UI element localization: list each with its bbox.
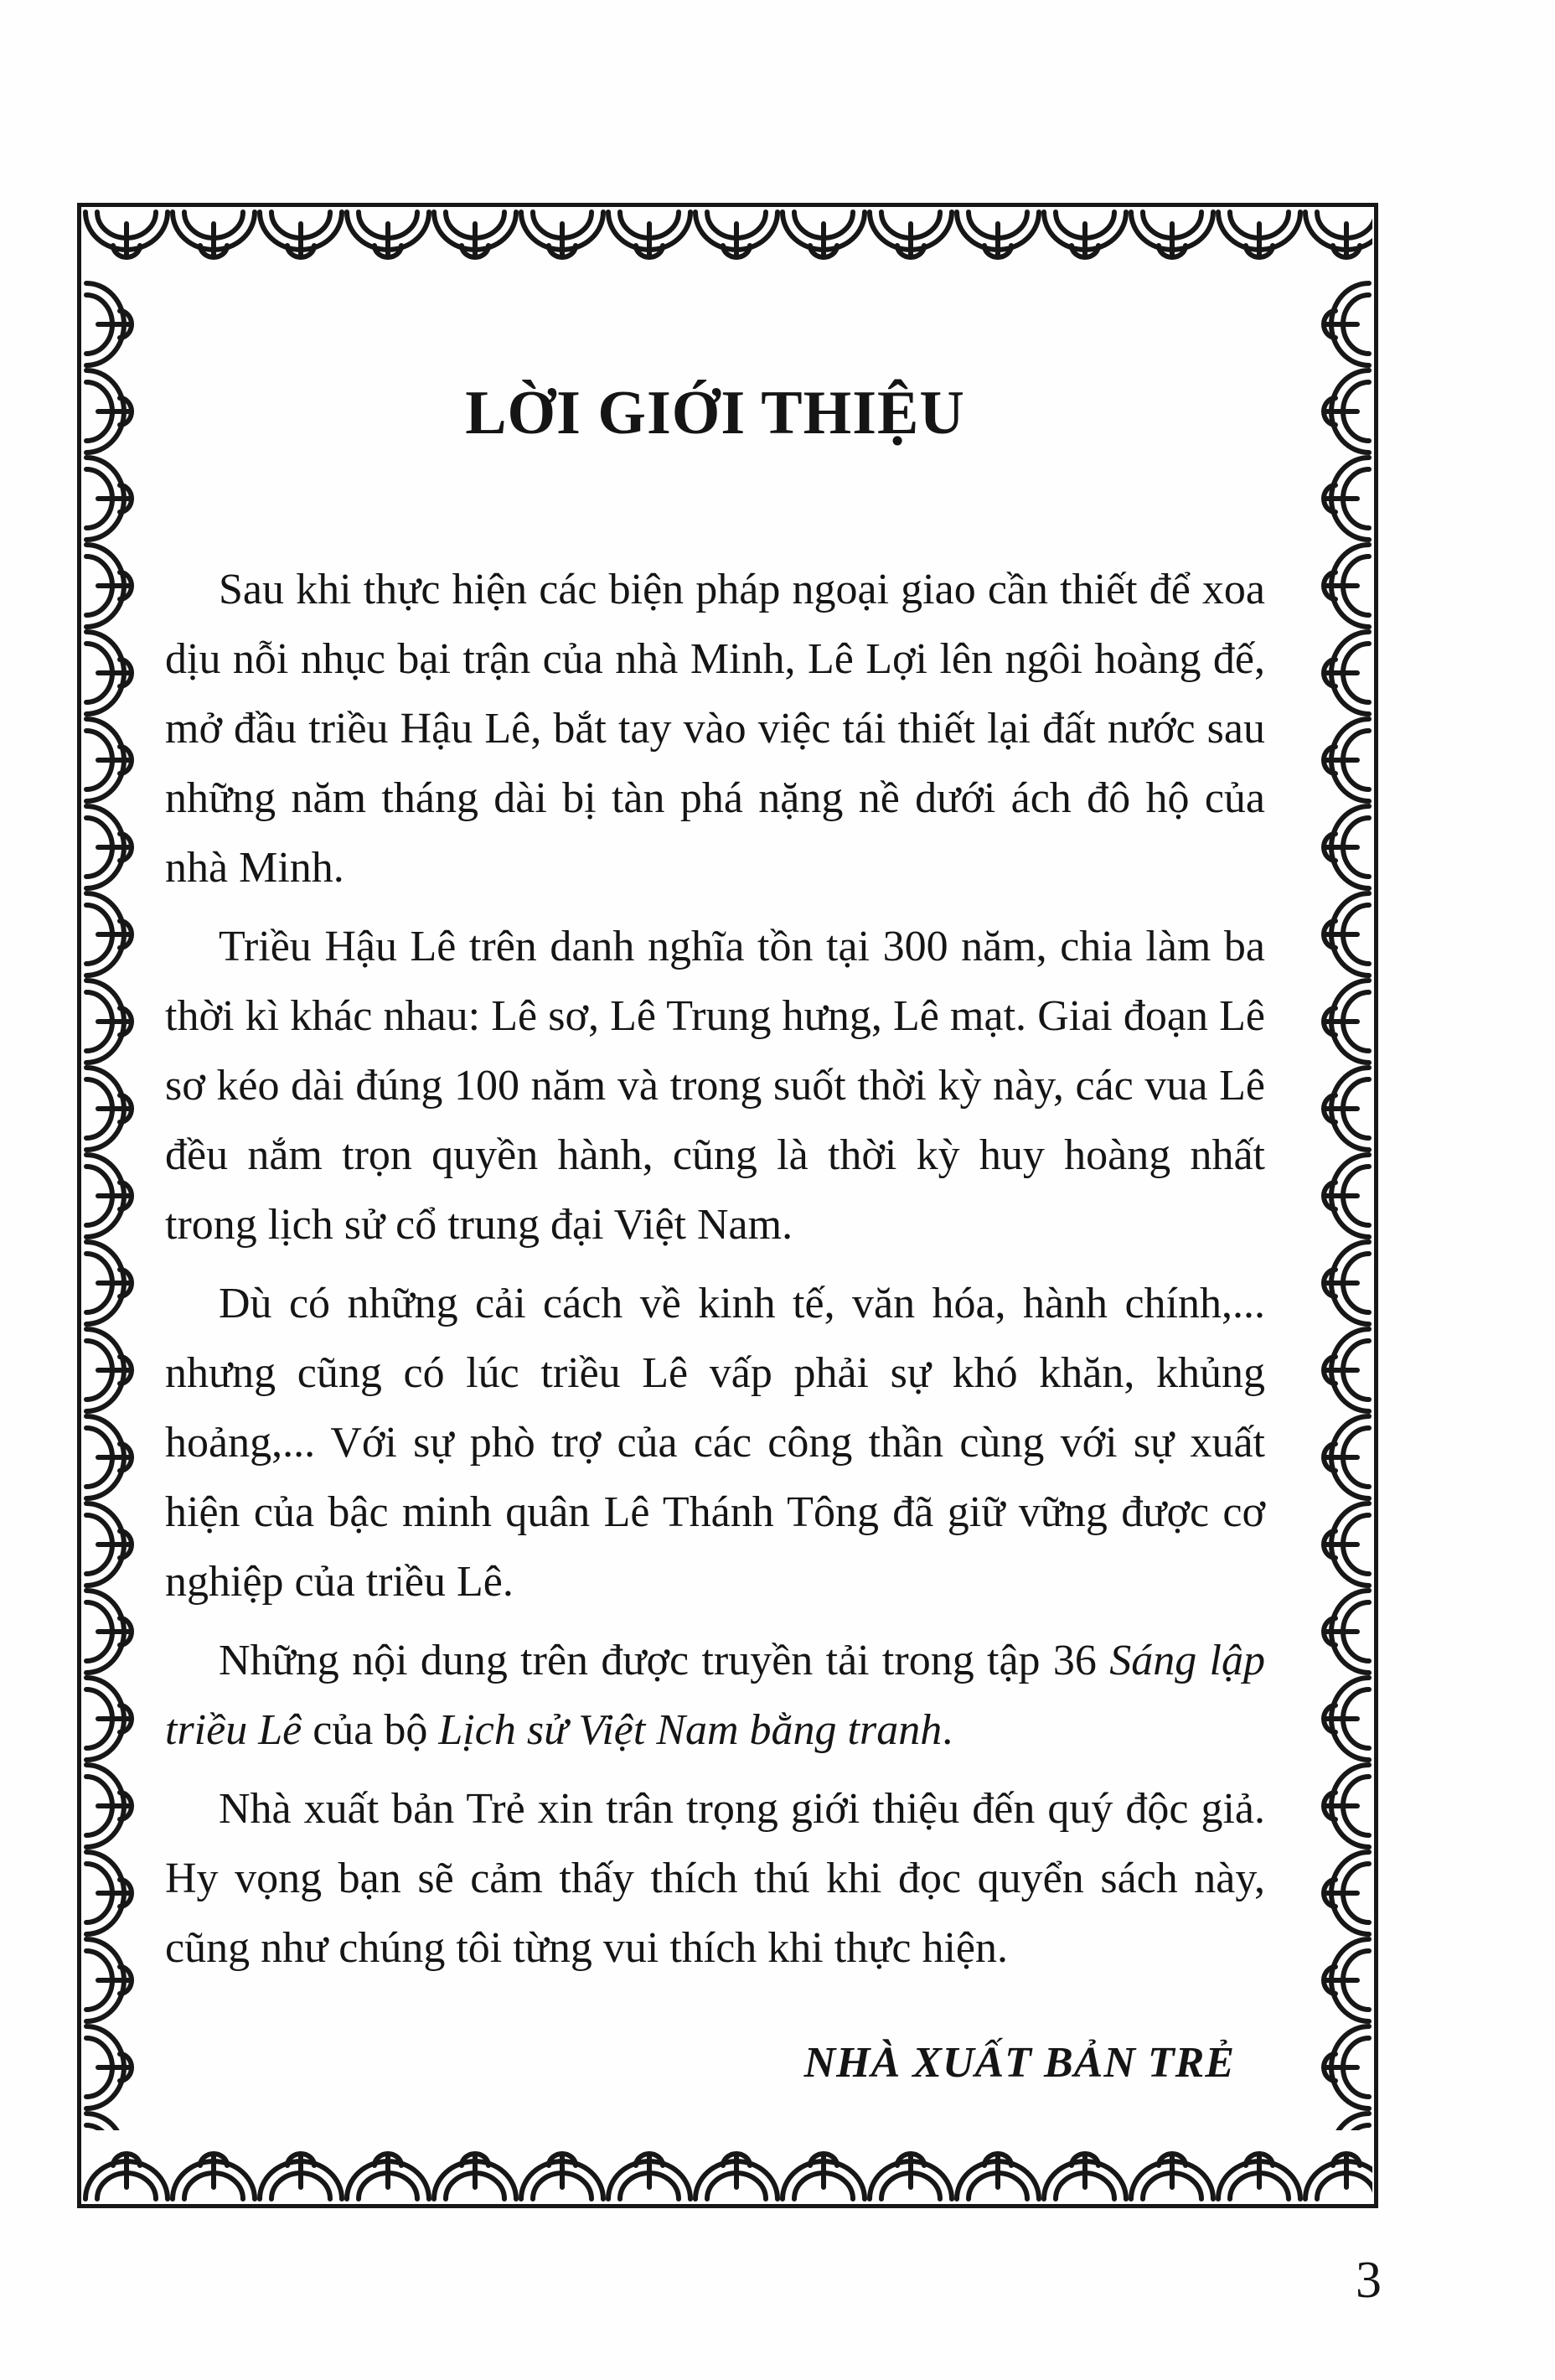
- decorative-border-frame: [77, 203, 1378, 2208]
- border-ornament-left: [83, 281, 155, 2130]
- body-text: [165, 555, 1265, 1983]
- paragraph: Sau khi thực hiện các biện pháp ngoại giao cần thiết để xoa dịu nỗi nhục bại trận của nhà Minh, Lê Lợi lên ngôi hoàng đế, mở đầu triều Hậu Lê, bắt tay vào việc tái thiết lại đất nước sau những năm tháng dài bị tàn phá nặng nề dưới ách đô hộ của nhà Minh.: [165, 566, 1265, 892]
- paragraph: Triều Hậu Lê trên danh nghĩa tồn tại 300 năm, chia làm ba thời kì khác nhau: Lê sơ, Lê Trung hưng, Lê mạt. Giai đoạn Lê sơ kéo dài đúng 100 năm và trong suốt thời kỳ này, các vua Lê đều nắm trọn quyền hành, cũng là thời kỳ huy hoàng nhất trong lịch sử cổ trung đại Việt Nam.: [165, 923, 1265, 1249]
- border-ornament-bottom: [83, 2130, 1372, 2202]
- paragraph: Những nội dung trên được truyền tải trong tập 36 Sáng lập triều Lê của bộ Lịch sử Việt Nam bằng tranh.: [165, 1637, 1265, 1754]
- border-ornament-top: [83, 209, 1372, 281]
- paragraph: Nhà xuất bản Trẻ xin trân trọng giới thiệu đến quý độc giả. Hy vọng bạn sẽ cảm thấy thích thú khi đọc quyển sách này, cũng như chúng tôi từng vui thích khi thực hiện.: [165, 1785, 1265, 1972]
- paragraph: Dù có những cải cách về kinh tế, văn hóa, hành chính,... nhưng cũng có lúc triều Lê vấp phải sự khó khăn, khủng hoảng,... Với sự phò trợ của các công thần cùng với sự xuất hiện của bậc minh quân Lê Thánh Tông đã giữ vững được cơ nghiệp của triều Lê.: [165, 1280, 1265, 1606]
- page-number: 3: [1356, 2252, 1382, 2309]
- border-ornament-right: [1300, 281, 1372, 2130]
- page-content: [165, 378, 1265, 2088]
- page-title: LỜI GIỚI THIỆU: [465, 379, 965, 448]
- publisher-signature: NHÀ XUẤT BẢN TRẺ: [803, 2039, 1235, 2087]
